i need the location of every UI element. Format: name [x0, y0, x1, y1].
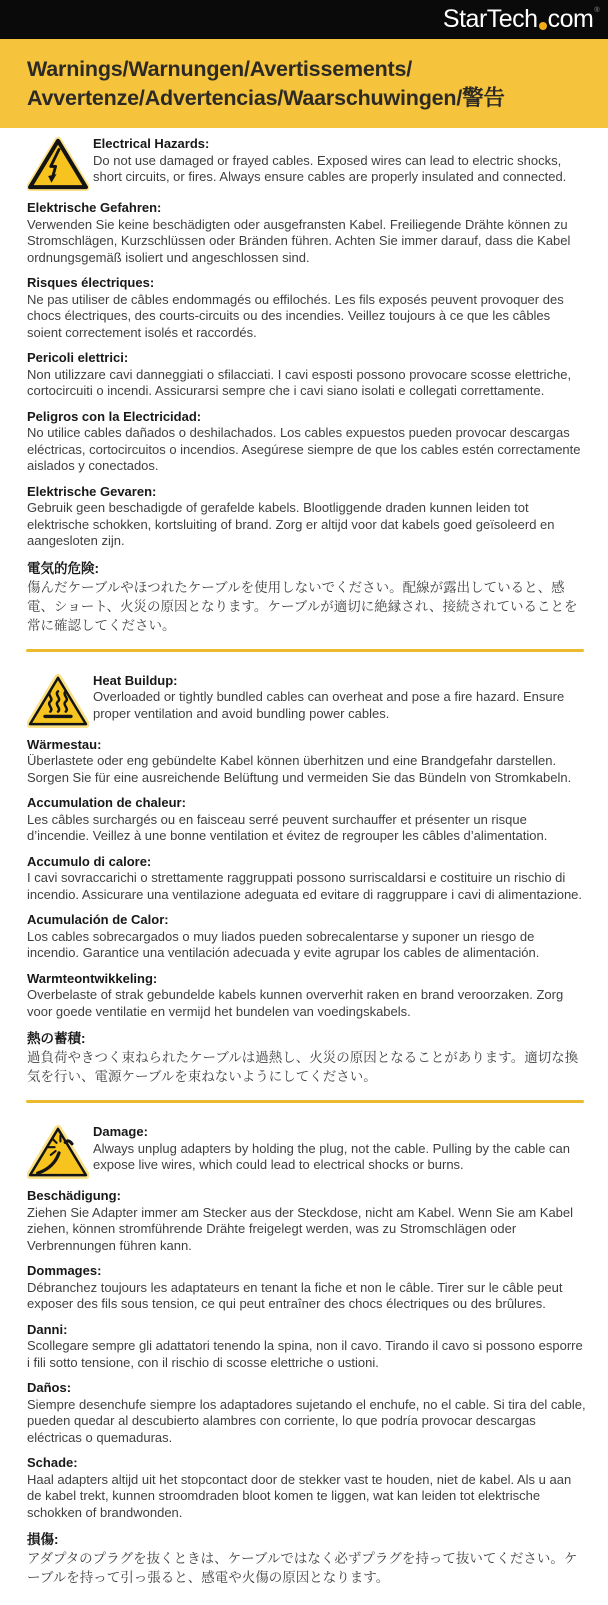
section-intro-block	[89, 1124, 587, 1174]
translation-heading: Accumulo di calore:	[27, 853, 152, 869]
translation-body: Ne pas utiliser de câbles endommagés ou effilochés. Les fils exposés peuvent provoquer des chocs électriques, des courts-circuits ou des incendies. Veillez toujours à ce que les câbles soient correctement isolés et raccordés.	[27, 291, 564, 340]
translation-body: アダプタのプラグを抜くときは、ケーブルではなく必ずプラグを持って抜いてください。ケーブルを持って引っ張ると、感電や火傷の原因となります。	[27, 1551, 578, 1585]
translation-paragraph-fr	[27, 1263, 587, 1313]
hazard-icon-box	[27, 673, 89, 728]
translation-body: Overbelaste of strak gebundelde kabels kunnen oververhit raken en brand veroorzaken. Zorg voor goede ventilatie en vermijd het bundelen van voedingskabels.	[27, 987, 564, 1019]
translation-paragraph-it	[27, 350, 587, 400]
translation-body: Überlastete oder eng gebündelte Kabel können überhitzen und eine Brandgefahr darstellen. Sorgen Sie für eine ausreichende Belüftung und vermeiden Sie das Bündeln von Stromkabeln.	[27, 753, 572, 785]
translation-heading: Accumulation de chaleur:	[27, 795, 186, 810]
translation-body: Ziehen Sie Adapter immer am Stecker aus der Steckdose, nicht am Kabel. Wenn Sie am Kabel ziehen, können stromführende Drähte freigelegt werden, was zu Stromschlägen oder Verbrennungen führen kann.	[27, 1204, 574, 1253]
header-bar	[0, 0, 608, 39]
hazard-icon-box	[27, 136, 89, 191]
translation-paragraph-it	[27, 1322, 587, 1372]
translation-paragraph-de	[27, 200, 587, 266]
damage-icon	[27, 1125, 89, 1179]
translation-paragraph-es	[27, 912, 587, 962]
section-heading: Electrical Hazards:	[93, 136, 210, 151]
translation-heading: Elektrische Gefahren:	[27, 200, 162, 215]
translation-body: Verwenden Sie keine beschädigten oder ausgefransten Kabel. Freiliegende Drähte können zu Stromschlägen, Kurzschlüssen oder Bränden führen. Achten Sie immer darauf, dass die Kabel ordnungsgemäß isoliert und angeschlossen sind.	[27, 216, 571, 265]
translation-body: No utilice cables dañados o deshilachados. Los cables expuestos pueden provocar descargas eléctricas, cortocircuitos o incendios. Asegúrese siempre de que los cables estén correctamente aislados y conectados.	[27, 425, 581, 473]
translation-paragraph-es	[27, 409, 587, 475]
warning-section-electrical-hazard	[27, 136, 587, 635]
translations	[27, 200, 587, 635]
logo-dot-icon	[539, 22, 547, 30]
hazard-icon-box	[27, 1124, 89, 1179]
warning-section-damage	[27, 1124, 587, 1587]
translation-heading: Wärmestau:	[27, 736, 102, 752]
translation-body: Siempre desenchufe siempre los adaptadores sujetando el enchufe, no el cable. Si tira del cable, pueden quedar al descubierto alambres con corriente, lo que podría provocar descargas eléctricas o quemaduras.	[27, 1396, 586, 1445]
translation-heading: Elektrische Gevaren:	[27, 483, 157, 499]
section-heading: Damage:	[93, 1124, 148, 1139]
translation-heading: Pericoli elettrici:	[27, 350, 129, 365]
translation-body: I cavi sovraccarichi o strettamente raggruppati possono surriscaldarsi e costituire un rischio di incendio. Assicurare una ventilazione adeguata ed evitare di raggruppare i cavi di alimentazione.	[27, 870, 583, 902]
translation-heading: Schade:	[27, 1455, 78, 1470]
section-heading: Heat Buildup:	[93, 672, 178, 688]
section-divider	[26, 1100, 584, 1103]
translation-paragraph-ja	[27, 1029, 587, 1086]
translations	[27, 737, 587, 1087]
banner-title-line1: Warnings/Warnungen/Avertissements/	[27, 57, 413, 81]
logo-trademark: ®	[594, 7, 599, 14]
startech-logo	[443, 7, 599, 32]
translation-body: Haal adapters altijd uit het stopcontact door de stekker vast te houden, niet de kabel. Als u aan de kabel trekt, kunnen stroomdraden bloot komen te liggen, wat kan leiden tot elektrische schokken of brandwonden.	[27, 1471, 572, 1520]
section-intro-block	[89, 673, 587, 723]
translation-heading: Daños:	[27, 1380, 72, 1395]
translation-body: Los cables sobrecargados o muy liados pueden sobrecalentarse y suponer un riesgo de incendio. Garantice una ventilación adecuada y evite agrupar los cables de alimentación.	[27, 928, 540, 960]
logo-text-suffix: com	[547, 5, 594, 33]
translation-paragraph-nl	[27, 1455, 587, 1521]
section-intro-text: Overloaded or tightly bundled cables can overheat and pose a fire hazard. Ensure proper ventilation and avoid bundling power cables.	[93, 689, 565, 721]
warnings-content	[0, 128, 608, 1605]
translation-heading: 損傷:	[27, 1532, 59, 1547]
translation-body: Les câbles surchargés ou en faisceau serré peuvent surchauffer et présenter un risque d’incendie. Veillez à une bonne ventilation et évitez de regrouper les câbles d’alimentation.	[27, 811, 548, 843]
translation-heading: Danni:	[27, 1321, 68, 1337]
translation-paragraph-fr	[27, 795, 587, 845]
translation-paragraph-de	[27, 1188, 587, 1254]
translation-heading: Acumulación de Calor:	[27, 912, 169, 927]
translation-body: Débranchez toujours les adaptateurs en tenant la fiche et non le câble. Tirer sur le câble peut exposer des fils sous tension, ce qui peut entraîner des chocs électriques ou des brûlures.	[27, 1279, 563, 1311]
section-header	[27, 136, 587, 191]
translation-body: Scollegare sempre gli adattatori tenendo la spina, non il cavo. Tirando il cavo si possono esporre i fili sotto tensione, con il rischio di scosse elettriche o ustioni.	[27, 1338, 583, 1370]
translation-body: 過負荷やきつく束ねられたケーブルは過熱し、火災の原因となることがあります。適切な換気を行い、電源ケーブルを束ねないようにしてください。	[27, 1050, 579, 1084]
heat-buildup-icon	[27, 674, 89, 728]
translations	[27, 1188, 587, 1587]
translation-heading: Peligros con la Electricidad:	[27, 408, 202, 424]
section-intro-text: Always unplug adapters by holding the plug, not the cable. Pulling by the cable can expose live wires, which could lead to electrical shocks or burns.	[93, 1140, 570, 1172]
section-header	[27, 1124, 587, 1179]
translation-paragraph-es	[27, 1380, 587, 1446]
translation-heading: Risques électriques:	[27, 275, 155, 290]
warning-section-heat-buildup	[27, 673, 587, 1087]
warnings-banner	[0, 39, 608, 128]
translation-heading: Beschädigung:	[27, 1188, 121, 1203]
translation-heading: 熱の蓄積:	[27, 1031, 86, 1046]
translation-paragraph-nl	[27, 971, 587, 1021]
translation-paragraph-ja	[27, 1530, 587, 1587]
section-intro-block	[89, 136, 587, 186]
page-title	[27, 55, 588, 113]
banner-title-line2: Avvertenze/Advertencias/Waarschuwingen/警告	[27, 86, 505, 110]
translation-paragraph-de	[27, 737, 587, 787]
translation-paragraph-nl	[27, 484, 587, 550]
translation-heading: Dommages:	[27, 1263, 102, 1278]
translation-body: 傷んだケーブルやほつれたケーブルを使用しないでください。配線が露出していると、感電、ショート、火災の原因となります。ケーブルが適切に絶縁され、接続されていることを常に確認してください。	[27, 579, 578, 633]
section-header	[27, 673, 587, 728]
translation-body: Non utilizzare cavi danneggiati o sfilacciati. I cavi esposti possono provocare scosse elettriche, cortocircuiti o incendi. Assicurarsi sempre che i cavi siano isolati e collegati correttamente.	[27, 366, 572, 398]
translation-heading: 電気的危険:	[27, 560, 99, 576]
electrical-hazard-icon	[27, 137, 89, 191]
translation-paragraph-it	[27, 854, 587, 904]
section-intro-text: Do not use damaged or frayed cables. Exposed wires can lead to electric shocks, short circuits, or fires. Always ensure cables are properly insulated and connected.	[93, 152, 567, 184]
section-divider	[26, 649, 584, 652]
translation-paragraph-fr	[27, 275, 587, 341]
logo-text-prefix: StarTech	[442, 5, 538, 33]
translation-body: Gebruik geen beschadigde of gerafelde kabels. Blootliggende draden kunnen leiden tot elektrische schokken, kortsluiting of brand. Zorg er altijd voor dat kabels goed geïsoleerd en aangesloten zijn.	[27, 500, 555, 548]
translation-heading: Warmteontwikkeling:	[27, 970, 158, 986]
translation-paragraph-ja	[27, 559, 587, 635]
